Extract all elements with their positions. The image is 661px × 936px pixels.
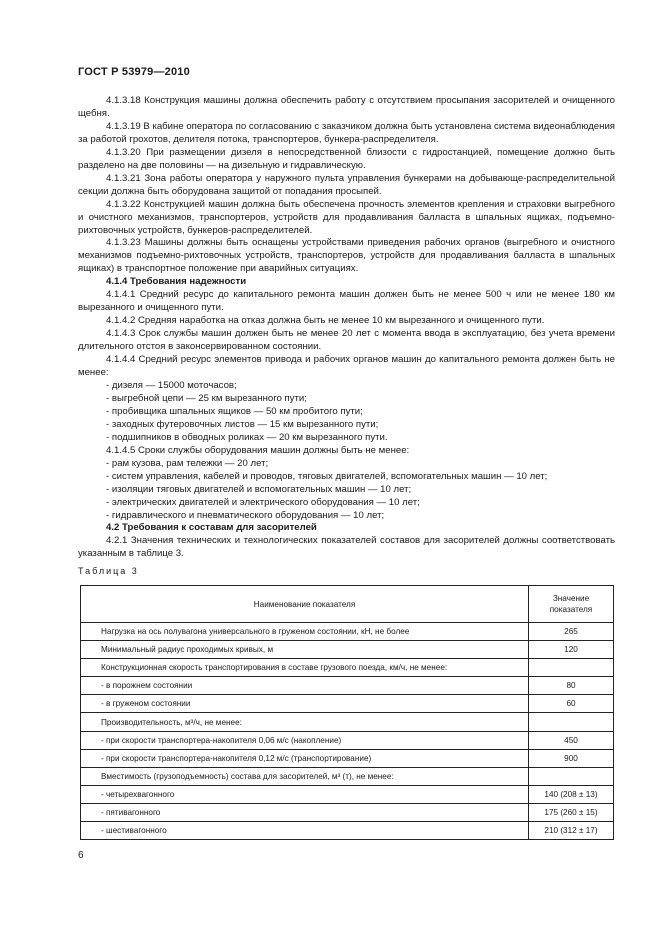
paragraph: 4.1.4.5 Сроки службы оборудования машин должны быть не менее: (106, 444, 410, 456)
paragraph: 4.1.4.1 Средний ресурс до капитального ремонта машин должен быть не менее 500 ч или не менее 180 км вырезанного и очищенного пути. (78, 289, 615, 314)
paragraph: 4.2.1 Значения технических и технологических показателей составов для засорителей должны соответствовать указанным в таблице 3. (78, 535, 615, 560)
row-value: 80 (529, 677, 614, 695)
list-item: - пробивщика шпальных ящиков — 50 км пробитого пути; (78, 406, 615, 419)
list-item: - электрических двигателей и электрического оборудования — 10 лет; (78, 497, 615, 510)
paragraph: 4.1.3.22 Конструкцией машин должна быть обеспечена прочность элементов крепления и страховки выгребного и очистного механизмов, транспортеров, устройств для продавливания балласта в шпальных ящиках, подъемно-рихтовочных устройств, бункеров-распределителей. (78, 198, 615, 236)
list-item: - подшипников в обводных роликах — 20 км вырезанного пути. (78, 432, 615, 445)
list-item: - изоляции тяговых двигателей и вспомогательных машин — 10 лет; (78, 484, 615, 497)
row-value: 60 (529, 695, 614, 713)
row-name: - в порожнем состоянии (81, 677, 529, 695)
row-value (529, 713, 614, 731)
list-item: - дизеля — 15000 моточасов; (78, 380, 615, 393)
row-name: - пятивагонного (81, 803, 529, 821)
row-name: - в груженом состоянии (81, 695, 529, 713)
paragraph: 4.1.4.3 Срок службы машин должен быть не менее 20 лет с момента ввода в эксплуатацию, без учета времени длительного отстоя в законсервированном состоянии. (78, 328, 615, 353)
table-row (81, 659, 614, 677)
paragraph: 4.1.4.2 Средняя наработка на отказ должна быть не менее 10 км вырезанного и очищенного пути. (106, 315, 545, 327)
table-row (81, 695, 614, 713)
row-value: 140 (208 ± 13) (529, 785, 614, 803)
table-row (81, 713, 614, 731)
row-name: - при скорости транспортера-накопителя 0,12 м/с (транспортирование) (81, 749, 529, 767)
row-name: Конструкционная скорость транспортирования в составе грузового поезда, км/ч, не менее: (81, 659, 529, 677)
row-name: Вместимость (грузоподъемность) состава для засорителей, м³ (т), не менее: (81, 767, 529, 785)
row-name: Производительность, м³/ч, не менее: (81, 713, 529, 731)
row-value (529, 767, 614, 785)
paragraph: 4.1.3.21 Зона работы оператора у наружного пульта управления бункерами на добывающе-распределительной секции должна быть оборудована защитой от попадания просыпей. (78, 172, 615, 197)
row-name: - шестивагонного (81, 822, 529, 840)
row-value: 450 (529, 731, 614, 749)
section-heading: 4.2 Требования к составам для засорителей (106, 522, 317, 534)
table-row (81, 803, 614, 821)
row-name: - при скорости транспортера-накопителя 0,06 м/с (накопление) (81, 731, 529, 749)
row-value (529, 659, 614, 677)
paragraph: 4.1.3.19 В кабине оператора по согласованию с заказчиком должна быть установлена система видеонаблюдения за работой грохотов, делителя потока, транспортеров, бункера-распределителя. (78, 120, 615, 145)
table-row (81, 623, 614, 641)
paragraph: 4.1.3.23 Машины должны быть оснащены устройствами приведения рабочих органов (выгребного и очистного механизмов подъемно-рихтовочных устройств, транспортеров, устройств для продавливания балласта в шпальных ящиках) в транспортное положение при аварийных ситуациях. (78, 237, 615, 275)
table-row (81, 767, 614, 785)
paragraph: 4.1.3.18 Конструкция машины должна обеспечить работу с отсутствием просыпания засорителей и очищенного щебня. (78, 95, 615, 119)
list-item: - гидравлического и пневматического оборудования — 10 лет; (78, 510, 615, 523)
column-header-name: Наименование показателя (81, 586, 529, 623)
table-row (81, 641, 614, 659)
row-value: 175 (260 ± 15) (529, 803, 614, 821)
page-number: 6 (78, 850, 84, 861)
row-value: 265 (529, 623, 614, 641)
section-heading: 4.1.4 Требования надежности (106, 276, 247, 288)
row-value: 210 (312 ± 17) (529, 822, 614, 840)
list-item: - заходных футеровочных листов — 15 км вырезанного пути; (78, 419, 615, 432)
column-header-value: Значение показателя (529, 586, 614, 623)
body-text (78, 95, 615, 561)
row-name: Нагрузка на ось полувагона универсального в груженом состоянии, кН, не более (81, 623, 529, 641)
table-3 (80, 585, 614, 840)
table-row (81, 822, 614, 840)
table-row (81, 749, 614, 767)
row-value: 900 (529, 749, 614, 767)
list-item: - систем управления, кабелей и проводов, тяговых двигателей, вспомогательных машин — 10 лет; (78, 471, 615, 484)
paragraph: 4.1.3.20 При размещении дизеля в непосредственной близости с гидростанцией, помещение должно быть разделено на две половины — на дизельную и гидравлическую. (78, 146, 615, 171)
paragraph: 4.1.4.4 Средний ресурс элементов привода и рабочих органов машин до капитального ремонта должен быть не менее: (78, 354, 615, 379)
table-row (81, 785, 614, 803)
list-item: - выгребной цепи — 25 км вырезанного пути; (78, 393, 615, 406)
document-header: ГОСТ Р 53979—2010 (78, 66, 190, 78)
list-item: - рам кузова, рам тележки — 20 лет; (78, 458, 615, 471)
table-row (81, 731, 614, 749)
table-row (81, 677, 614, 695)
table-caption: Таблица 3 (78, 566, 139, 576)
row-value: 120 (529, 641, 614, 659)
row-name: - четырехвагонного (81, 785, 529, 803)
row-name: Минимальный радиус проходимых кривых, м (81, 641, 529, 659)
